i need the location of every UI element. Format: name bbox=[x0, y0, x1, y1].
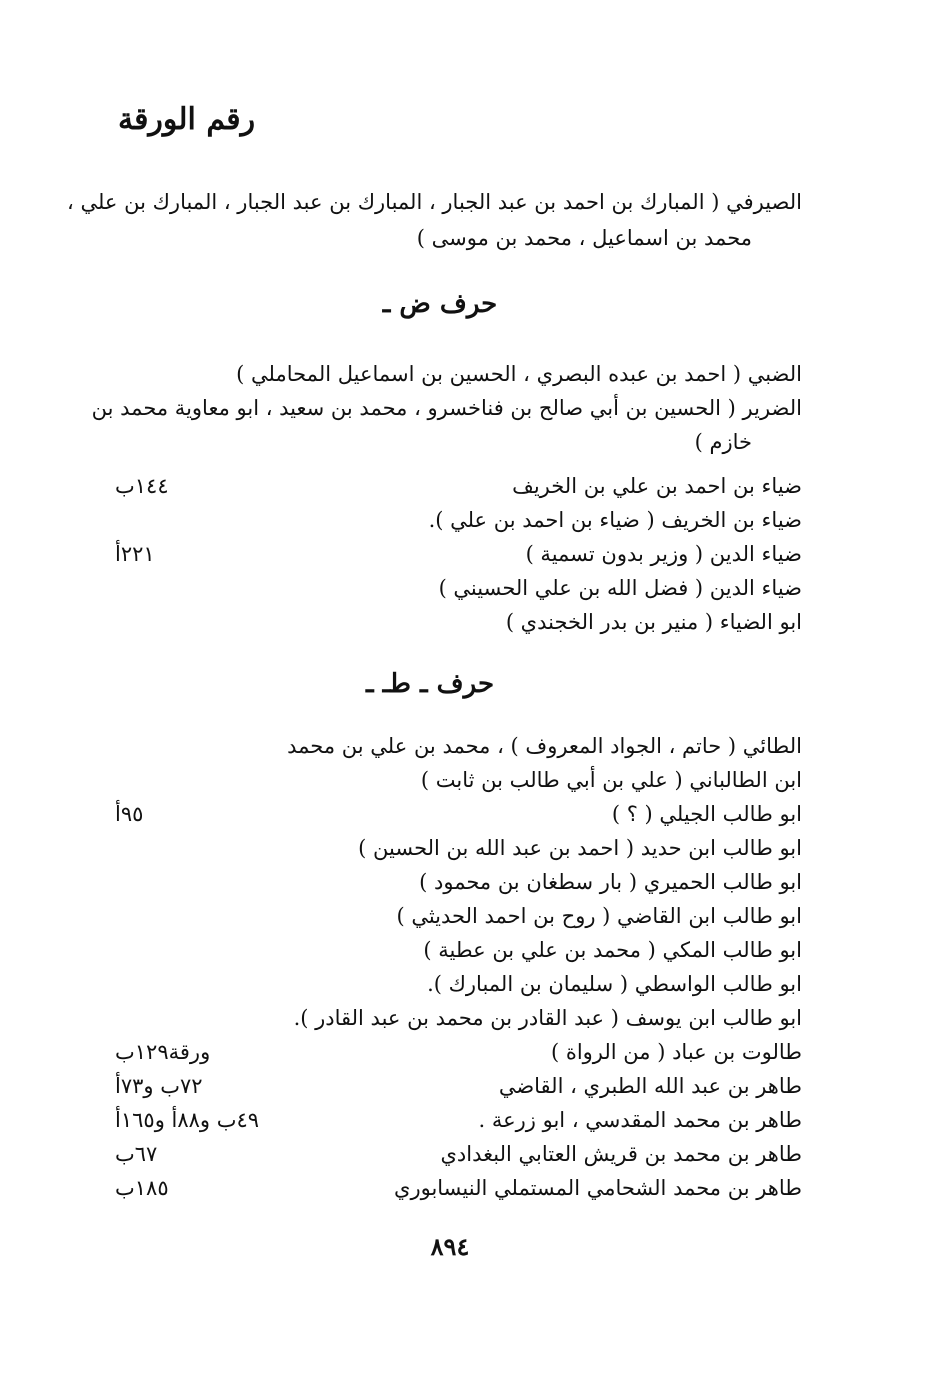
entry-line: الضبي ( احمد بن عبده البصري ، الحسين بن اسماعيل المحاملي ) bbox=[236, 362, 802, 386]
folio-reference: ١٨٥ب bbox=[115, 1176, 169, 1200]
entry-line: طاهر بن محمد بن قريش العتابي البغدادي bbox=[440, 1142, 802, 1166]
entry-line: طاهر بن عبد الله الطبري ، القاضي bbox=[498, 1074, 802, 1098]
folio-reference: ٢٢١أ bbox=[115, 542, 155, 566]
folio-reference: ٦٧ب bbox=[115, 1142, 158, 1166]
entry-line: ابو طالب الجيلي ( ؟ ) bbox=[611, 802, 802, 826]
entry-line: ضياء الدين ( فضل الله بن علي الحسيني ) bbox=[438, 576, 802, 600]
entry-line: ابو طالب المكي ( محمد بن علي بن عطية ) bbox=[423, 938, 802, 962]
entry-line: الضرير ( الحسين بن أبي صالح بن فناخسرو ، محمد بن سعيد ، ابو معاوية محمد بن bbox=[91, 396, 802, 420]
folio-reference: ٩٥أ bbox=[115, 802, 144, 826]
folio-reference: ورقة١٢٩ب bbox=[115, 1040, 211, 1064]
entry-line: طاهر بن محمد الشحامي المستملي النيسابوري bbox=[394, 1176, 802, 1200]
entry-line: ابو الضياء ( منير بن بدر الخجندي ) bbox=[505, 610, 802, 634]
folio-reference: ١٤٤ب bbox=[115, 474, 169, 498]
entry-line: الصيرفي ( المبارك بن احمد بن عبد الجبار ، المبارك بن عبد الجبار ، المبارك بن علي ، bbox=[67, 190, 802, 214]
folio-reference: ٤٩ب و٨٨أ و١٦٥أ bbox=[115, 1108, 260, 1132]
entry-line: ابو طالب ابن القاضي ( روح بن احمد الحديثي ) bbox=[396, 904, 802, 928]
entry-line: ضياء بن الخريف ( ضياء بن احمد بن علي ). bbox=[428, 508, 802, 532]
page-number: ٨٩٤ bbox=[430, 1232, 470, 1261]
entry-line: ابن الطالباني ( علي بن أبي طالب بن ثابت ) bbox=[420, 768, 802, 792]
entry-line: محمد بن اسماعيل ، محمد بن موسى ) bbox=[416, 226, 752, 250]
entry-line: ابو طالب الحميري ( بار سطغان بن محمود ) bbox=[419, 870, 802, 894]
entry-line: خازم ) bbox=[694, 430, 752, 454]
page-header-title: رقم الورقة bbox=[118, 102, 256, 137]
folio-reference: ٧٢ب و٧٣أ bbox=[115, 1074, 203, 1098]
entry-line: ضياء بن احمد بن علي بن الخريف bbox=[512, 474, 802, 498]
entry-line: ابو طالب الواسطي ( سليمان بن المبارك ). bbox=[427, 972, 802, 996]
entry-line: طالوت بن عباد ( من الرواة ) bbox=[550, 1040, 802, 1064]
letter-heading: حرف ـ طـ ـ bbox=[365, 669, 495, 699]
entry-line: الطائي ( حاتم ، الجواد المعروف ) ، محمد بن علي بن محمد bbox=[287, 734, 802, 758]
entry-line: ابو طالب ابن حديد ( احمد بن عبد الله بن الحسين ) bbox=[358, 836, 802, 860]
entry-line: ضياء الدين ( وزير بدون تسمية ) bbox=[525, 542, 802, 566]
entry-line: طاهر بن محمد المقدسي ، ابو زرعة . bbox=[478, 1108, 802, 1132]
entry-line: ابو طالب ابن يوسف ( عبد القادر بن محمد بن عبد القادر ). bbox=[293, 1006, 802, 1030]
letter-heading: حرف ض ـ bbox=[382, 289, 498, 319]
